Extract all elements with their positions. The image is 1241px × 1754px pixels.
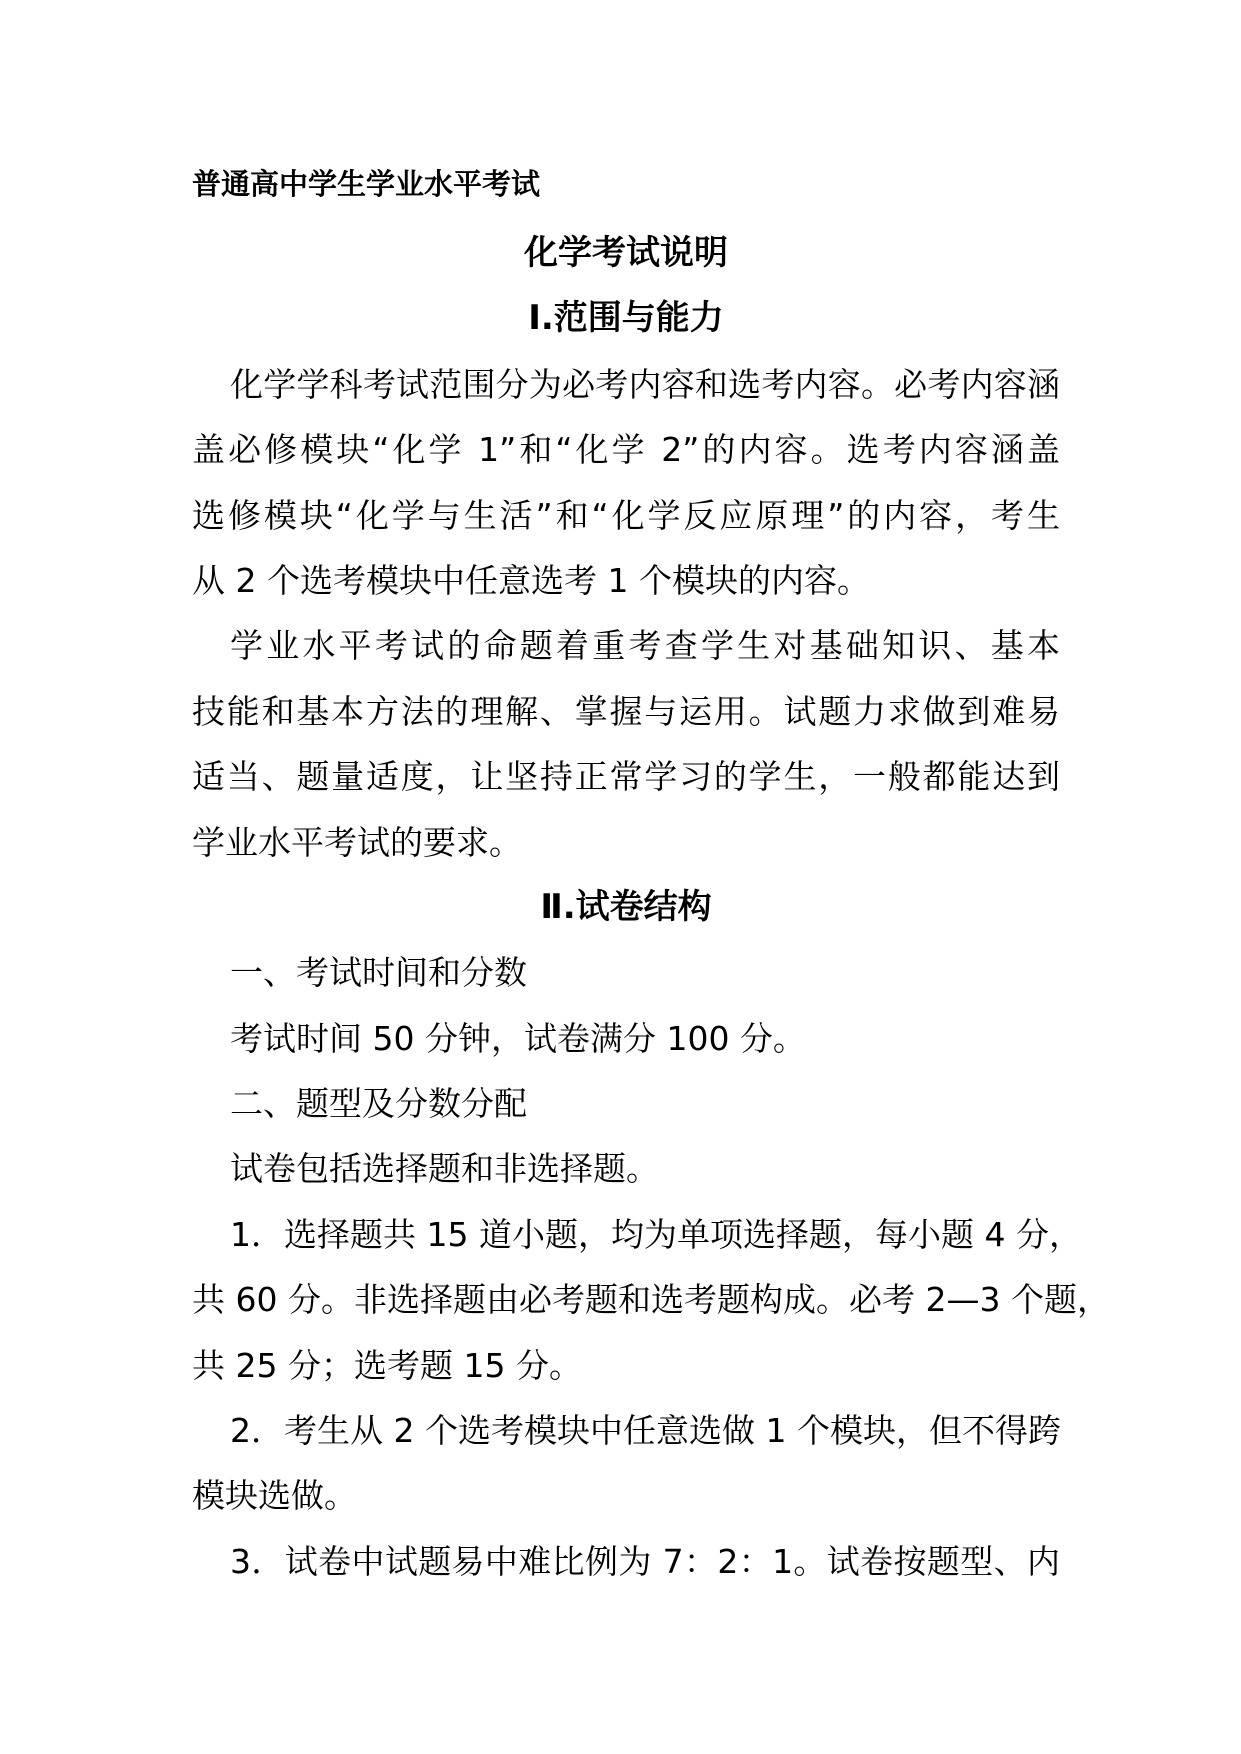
- document-title: 化学考试说明: [524, 233, 728, 273]
- subsection-heading: 一、考试时间和分数: [230, 953, 527, 993]
- list-item-line: 共 25 分；选考题 15 分。: [192, 1345, 582, 1385]
- paragraph-line: 化学学科考试范围分为必考内容和选考内容。必考内容涵: [230, 364, 1060, 404]
- section-heading-structure: Ⅱ.试卷结构: [540, 886, 712, 927]
- list-item-line: 3．试卷中试题易中难比例为 7：2：1。试卷按题型、内: [230, 1541, 1060, 1581]
- document-body: [192, 221, 1110, 1594]
- list-item-line: 共 60 分。非选择题由必考题和选考题构成。必考 2—3 个题，: [192, 1280, 1110, 1320]
- paragraph-line: 学业水平考试的命题着重考查学生对基础知识、基本: [230, 626, 1060, 666]
- section-heading-scope: Ⅰ.范围与能力: [528, 298, 724, 339]
- exam-name: 普通高中学生学业水平考试: [192, 167, 541, 201]
- subsection-heading: 二、题型及分数分配: [230, 1084, 527, 1124]
- list-item-line: 模块选做。: [192, 1476, 357, 1516]
- list-item-line: 1．选择题共 15 道小题，均为单项选择题，每小题 4 分，: [230, 1214, 1082, 1254]
- paragraph-line: 学业水平考试的要求。: [192, 822, 522, 862]
- paragraph-line: 盖必修模块“化学 1”和“化学 2”的内容。选考内容涵盖: [192, 430, 1060, 470]
- list-item-line: 2．考生从 2 个选考模块中任意选做 1 个模块，但不得跨: [230, 1411, 1061, 1451]
- paragraph-line: 适当、题量适度，让坚持正常学习的学生，一般都能达到: [192, 757, 1060, 797]
- paragraph-line: 选修模块“化学与生活”和“化学反应原理”的内容，考生: [192, 495, 1060, 535]
- paragraph-line: 从 2 个选考模块中任意选考 1 个模块的内容。: [192, 560, 870, 600]
- paragraph-line: 考试时间 50 分钟，试卷满分 100 分。: [230, 1018, 806, 1058]
- paragraph-line: 试卷包括选择题和非选择题。: [230, 1149, 659, 1189]
- paragraph-line: 技能和基本方法的理解、掌握与运用。试题力求做到难易: [192, 691, 1060, 731]
